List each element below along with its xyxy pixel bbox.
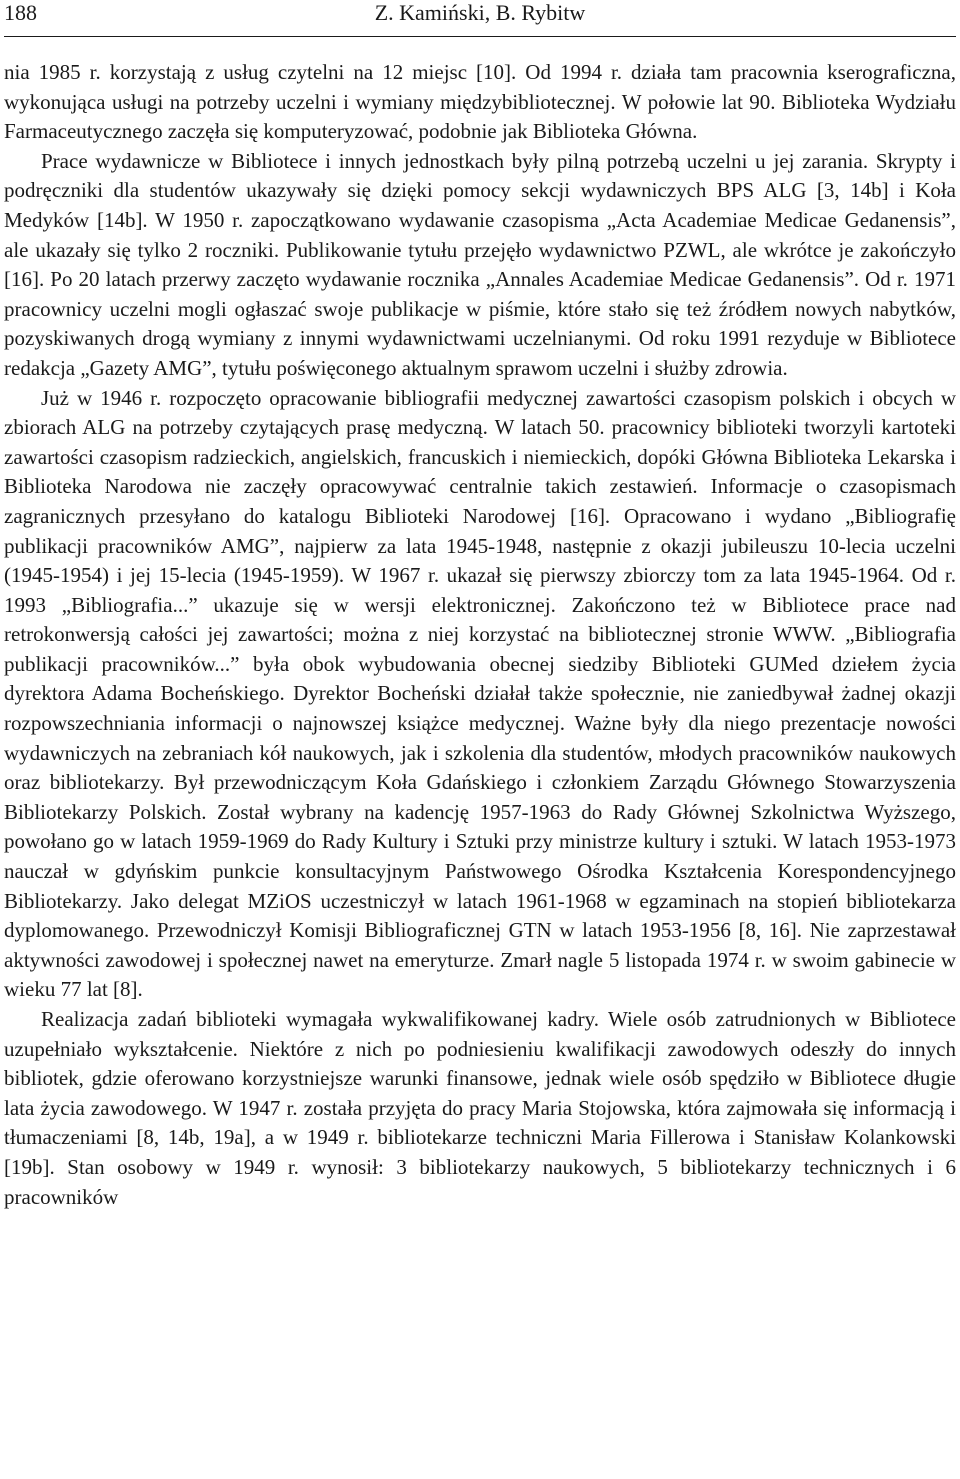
header-rule	[4, 36, 956, 37]
paragraph: Już w 1946 r. rozpoczęto opracowanie bibliografii medycznej zawartości czasopism polskich i obcych w zbiorach ALG na potrzeby czytających prasę medyczną. W latach 50. pracownicy biblioteki tworzyli kartoteki zawartości czasopism radzieckich, angielskich, francuskich i niemieckich, dopóki Główna Biblioteka Lekarska i Biblioteka Narodowa nie zaczęły opracowywać centralnie takich zestawień. Informacje o czasopismach zagranicznych przesyłano do katalogu Biblioteki Narodowej [16]. Opracowano i wydano „Bibliografię publikacji pracowników AMG”, najpierw za lata 1945-1948, następnie z okazji jubileuszu 10-lecia uczelni (1945-1954) i jej 15-lecia (1945-1959). W 1967 r. ukazał się pierwszy zbiorczy tom za lata 1945-1964. Od r. 1993 „Bibliografia...” ukazuje się w wersji elektronicznej. Zakończono też w Bibliotece prace nad retrokonwersją całości jej zawartości; można z niej korzystać na bibliotecznej stronie WWW. „Bibliografia publikacji pracowników...” była obok wybudowania obecnej siedziby Biblioteki GUMed dziełem życia dyrektora Adama Bocheńskiego. Dyrektor Bocheński działał także społecznie, nie zaniedbywał żadnej okazji rozpowszechniania informacji o najnowszej książce medycznej. Ważne były dla niego prezentacje nowości wydawniczych na zebraniach kół naukowych, jak i szkolenia dla studentów, młodych pracowników naukowych oraz bibliotekarzy. Był przewodniczącym Koła Gdańskiego i członkiem Zarządu Głównego Stowarzyszenia Bibliotekarzy Polskich. Został wybrany na kadencję 1957-1963 do Rady Głównej Szkolnictwa Wyższego, powołano go w latach 1959-1969 do Rady Kultury i Sztuki przy ministrze kultury i sztuki. W latach 1953-1973 nauczał w gdyńskim punkcie konsultacyjnym Państwowego Ośrodka Kształcenia Korespondencyjnego Bibliotekarzy. Jako delegat MZiOS uczestniczył w latach 1961-1968 w egzaminach na stopień bibliotekarza dyplomowanego. Przewodniczył Komisji Bibliograficznej GTN w latach 1953-1956 [8, 16]. Nie zaprzestawał aktywności zawodowej i społecznej nawet na emeryturze. Zmarł nagle 5 listopada 1974 r. w swoim gabinecie w wieku 77 lat [8].	[4, 385, 956, 1002]
page-header	[4, 0, 956, 30]
page-number: 188	[4, 0, 37, 25]
paragraph: Realizacja zadań biblioteki wymagała wykwalifikowanej kadry. Wiele osób zatrudnionych w Bibliotece uzupełniało wykształcenie. Niektóre z nich po podniesieniu kwalifikacji zawodowych odeszły do innych bibliotek, gdzie oferowano korzystniejsze warunki finansowe, jednak wiele osób spędziło w Bibliotece długie lata życia zawodowego. W 1947 r. została przyjęta do pracy Maria Stojowska, która zajmowała się informacją i tłumaczeniami [8, 14b, 19a], a w 1949 r. bibliotekarze techniczni Maria Fillerowa i Stanisław Kolankowski [19b]. Stan osobowy w 1949 r. wynosił: 3 bibliotekarzy naukowych, 5 bibliotekarzy technicznych i 6 pracowników	[4, 1007, 956, 1209]
body-text	[4, 58, 956, 1212]
paragraph: Prace wydawnicze w Bibliotece i innych jednostkach były pilną potrzebą uczelni u jej zarania. Skrypty i podręczniki dla studentów ukazywały się dzięki pomocy sekcji wydawniczych BPS ALG [3, 14b] i Koła Medyków [14b]. W 1950 r. zapoczątkowano wydawanie czasopisma „Acta Academiae Medicae Gedanensis”, ale ukazały się tylko 2 roczniki. Publikowanie tytułu przejęło wydawnictwo PZWL, ale wkrótce je zakończyło [16]. Po 20 latach przerwy zaczęto wydawanie rocznika „Annales Academiae Medicae Gedanensis”. Od r. 1971 pracownicy uczelni mogli ogłaszać swoje publikacje w piśmie, które stało się też źródłem nowych nabytków, pozyskiwanych drogą wymiany z innymi wydawnictwami uczelnianymi. Od roku 1991 rezyduje w Bibliotece redakcja „Gazety AMG”, tytułu poświęconego aktualnym sprawom uczelni i służby zdrowia.	[4, 148, 956, 380]
running-head: Z. Kamiński, B. Rybitw	[374, 0, 586, 25]
paragraph-continued: nia 1985 r. korzystają z usług czytelni na 12 miejsc [10]. Od 1994 r. działa tam pracownia kserograficzna, wykonująca usługi na potrzeby uczelni i wymiany międzybibliotecznej. W połowie lat 90. Biblioteka Wydziału Farmaceutycznego zaczęła się komputeryzować, podobnie jak Biblioteka Główna.	[4, 60, 956, 144]
